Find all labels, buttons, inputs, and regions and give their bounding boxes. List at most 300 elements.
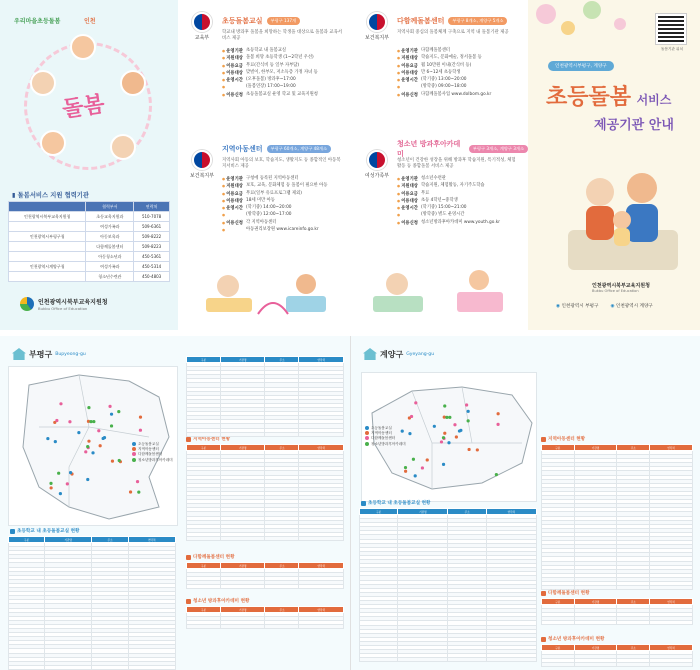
map-pin-icon[interactable] [448,416,451,419]
legend-label: 지역아동센터 [138,447,159,452]
partner-logos [556,303,653,309]
detail-row [397,212,521,219]
data-table [8,536,176,670]
detail-key [222,212,246,219]
table-cell: 인천광역시북부교육지원청 [9,212,86,222]
map-pin-icon[interactable] [445,416,448,419]
col-header: 구분 [360,509,398,515]
detail-value: 돌봄 희망 초등학생 (1~2학년 우선) [246,55,314,61]
legend-item [132,458,173,463]
detail-row [222,55,346,62]
brand-logo-text: 우리마을초등돌봄 [14,18,61,25]
detail-value: (돌봄연장) 17:00~19:00 [246,84,296,90]
child-illustration [70,34,96,60]
government-emblem-icon [192,12,212,32]
legend-label: 청소년방과후아카데미 [138,457,173,462]
district-english: Gyeyang-gu [406,351,435,357]
brand-logo-text-2: 인천 [84,18,96,25]
legend-label: 다함께돌봄센터 [138,452,163,457]
detail-row [397,63,521,70]
table-cell [220,536,265,540]
detail-key: ● 이용대상 [397,198,421,205]
legend-label: 다함께돌봄센터 [371,436,396,441]
table-cell [398,658,448,662]
table-title [541,590,590,596]
col-header: 주소 [448,509,486,515]
service-title: 초등돌봄교실 [222,16,263,25]
detail-key: ● 이용대상 [222,70,246,77]
col-header: 연락처 [299,563,344,569]
map-pin-icon[interactable] [136,480,139,483]
map-pin-icon[interactable] [111,460,114,463]
detail-value: 초등 4학년~중학생 [421,197,458,203]
detail-value: (학기중) 15:00~21:00 [421,205,467,211]
service-detail-list [222,176,346,234]
table-cell [650,663,693,667]
col-header: 구분 [187,445,221,451]
partner-gyeyang: ◉ 인천광역시 계양구 [610,303,652,309]
map-pin-icon[interactable] [68,420,71,423]
table-row [187,625,344,629]
detail-value: 만 6~12세 초등학생 [421,69,461,75]
map-pin-icon[interactable] [86,478,89,481]
detail-value: 맞벌이, 한부모, 저소득층 가정 자녀 등 [246,69,318,75]
district-name: 부평구 [29,349,53,359]
table-cell [265,536,299,540]
map-pin-icon[interactable] [496,423,499,426]
panel-cover [528,0,700,330]
bullet-icon [541,637,546,642]
table-cell [9,242,86,252]
map-pin-icon[interactable] [495,473,498,476]
data-table [359,508,537,662]
detail-row [222,63,346,70]
table-cell [220,585,265,589]
table-cell [299,536,344,540]
table-title-text: 다함께돌봄센터 현황 [193,555,235,560]
detail-key: ● 이용신청 [397,220,421,227]
cover-office [592,282,650,293]
detail-value: 무료(일부 유료프로그램 제외) [246,190,302,196]
table-row [542,663,693,667]
col-header: 연락처 [486,509,536,515]
table-row [187,536,344,540]
detail-row [222,191,346,198]
map-pin-icon[interactable] [467,410,470,413]
table-row [187,432,344,436]
col-header: 연락처 [299,357,344,363]
detail-value: 보호, 교육, 문화체험 등 돌봄이 필요한 아동 [246,183,328,189]
table-cell: 509-8223 [134,242,170,252]
map-pin-icon[interactable] [118,459,121,462]
legend-dot-icon [132,458,136,462]
table-cell: 인천광역시부평구청 [9,232,86,242]
service-description: 지역사회 아동의 보호, 학습지도, 생활지도 등 종합적인 아동복지서비스 제공 [222,158,341,170]
detail-row [397,220,521,227]
table-cell: 509-8222 [134,232,170,242]
detail-key [222,84,246,91]
table-cell [299,585,344,589]
family-illustration [568,160,678,270]
col-header: 주소 [617,645,650,651]
map-pin-icon[interactable] [108,405,111,408]
map-pin-icon[interactable] [59,402,62,405]
col-header: 기관명 [574,645,617,651]
table-title-text: 지역아동센터 현황 [193,437,231,442]
table-title-text: 다함께돌봄센터 현황 [548,591,590,596]
col-header: 연락처 [650,645,693,651]
data-table [186,562,344,589]
col-header: 주소 [265,607,299,613]
service-description: 청소년이 건강한 성장을 위해 방과후 학습지원, 특기적성, 체험활동 등 종합돌봄 서비스 제공 [397,158,516,170]
panel-partners [0,0,178,330]
partner-bupyeong: ◉ 인천광역시 부평구 [556,303,598,309]
education-office-logo-icon [20,297,34,311]
ministry-name: 교육부 [194,35,210,41]
district-header [12,348,86,360]
table-title [186,554,235,560]
service-header [222,142,331,155]
table-row [9,262,170,272]
table-cell [187,625,221,629]
map-pin-icon[interactable] [455,435,458,438]
col-header: 주소 [265,563,299,569]
legend-dot-icon [132,447,136,451]
table-cell: 510-7078 [134,212,170,222]
map-pin-icon[interactable] [59,492,62,495]
table-title [186,598,249,604]
table-cell: 초등교육지원과 [86,212,134,222]
district-header [363,348,434,360]
table-row [9,222,170,232]
brochure-back [0,336,700,670]
map-pin-icon[interactable] [97,429,100,432]
map-pin-icon[interactable] [110,413,113,416]
data-table [541,444,693,590]
table-cell: 450-4803 [134,272,170,282]
table-cell [187,432,221,436]
map-pin-icon[interactable] [426,458,429,461]
service-description: 지역사회 중심의 돌봄체계 구축으로 지역 내 돌봄기관 제공 [397,30,509,35]
map-pin-icon[interactable] [414,401,417,404]
map-pin-icon[interactable] [447,441,450,444]
house-icon [12,348,26,360]
map-pin-icon[interactable] [69,471,72,474]
table-row [542,621,693,625]
cover-office-name: 인천광역시북부교육지원청 [592,283,650,289]
table-cell [542,663,575,667]
table-title [186,436,230,442]
bupyeong-section [0,336,350,670]
map-pin-icon[interactable] [476,448,479,451]
detail-key: ● 이용신청 [397,92,421,99]
child-illustration [110,134,136,160]
detail-value: 각 지역아동센터 [246,219,277,225]
detail-key: ● 지원대상 [222,55,246,62]
service-header [222,14,300,27]
table-cell [360,658,398,662]
detail-key: ● 운영기관 [397,48,421,55]
col-header: 기관명 [220,357,265,363]
col-header: 구분 [542,445,575,451]
detail-value: 월 10만원 이내(간식비 등) [421,62,472,68]
office-name: 인천광역시북부교육지원청 [38,299,108,306]
map-pin-icon[interactable] [103,436,106,439]
detail-key [397,84,421,91]
cover-office-english: Bukbu Office of Education [592,289,639,293]
service-title: 청소년 방과후아카데미 [397,139,461,158]
detail-key: ● 지원대상 [222,183,246,190]
table-cell [220,625,265,629]
ministry-badge [359,12,395,41]
detail-row [222,92,346,99]
table-cell: 450-5314 [134,262,170,272]
detail-value: 초등돌봄교실 운영 학교 및 교육지원청 [246,91,318,97]
table-cell: 청소년수련관 [86,272,134,282]
map-pin-icon[interactable] [55,419,58,422]
table-cell [187,585,221,589]
data-table [186,444,344,541]
table-cell [265,432,299,436]
detail-key: ● 지원대상 [397,183,421,190]
table-cell [650,586,693,590]
map-pin-icon[interactable] [99,444,102,447]
map-pin-icon[interactable] [139,429,142,432]
office-footer [20,297,108,311]
detail-value: 학습지원, 체험활동, 자기주도학습 [421,183,485,189]
partners-table-title: ▮ 돌봄서비스 지원 협력기관 [12,190,89,199]
table-row [9,232,170,242]
table-cell: 다함께돌봄센터 [86,242,134,252]
legend-dot-icon [365,436,369,440]
map-pin-icon[interactable] [443,432,446,435]
detail-row [222,183,346,190]
detail-row [222,84,346,91]
detail-value: 청소년방과후아카데미 www.youth.go.kr [421,219,500,225]
legend-label: 초등돌봄교실 [371,426,392,430]
bullet-icon [186,437,191,442]
map-pin-icon[interactable] [86,445,89,448]
detail-key: ● 운영기관 [222,176,246,183]
ring-title: 돌봄 [60,92,107,123]
table-cell [617,586,650,590]
col-header: 구분 [187,357,221,363]
detail-key: ● 지원대상 [397,55,421,62]
col-header: 기관명 [220,563,265,569]
col-header: 구분 [187,607,221,613]
map-pin-icon[interactable] [137,491,140,494]
map-pin-icon[interactable] [77,431,80,434]
cover-title-main: 초등돌봄 [546,85,632,110]
map-pin-icon[interactable] [87,406,90,409]
service-detail-list [222,48,346,99]
table-title [361,500,431,506]
table-cell [299,625,344,629]
map-pin-icon[interactable] [54,440,57,443]
map-pin-icon[interactable] [110,424,113,427]
map-pin-icon[interactable] [46,437,49,440]
detail-key [397,212,421,219]
table-cell [542,621,575,625]
map-pin-icon[interactable] [408,432,411,435]
map-pin-icon[interactable] [84,450,87,453]
child-illustration [120,70,146,96]
detail-row [397,183,521,190]
ministry-badge [359,150,395,179]
map-pin-icon[interactable] [442,436,445,439]
map-pin-icon[interactable] [443,404,446,407]
government-emblem-icon [192,150,212,170]
table-cell: 여성가족과 [86,262,134,272]
detail-value: 학습지도, 문화예술, 정서돌봄 등 [421,55,482,61]
map-pin-icon[interactable] [467,419,470,422]
data-table [541,644,693,667]
detail-key: ● 운영시간 [397,77,421,84]
map-pin-icon[interactable] [414,474,417,477]
map-pin-icon[interactable] [129,490,132,493]
table-row [9,212,170,222]
detail-key: ● 운영기관 [397,176,421,183]
detail-value: (방학중) 12:00~17:00 [246,212,292,218]
panel-services-b [353,0,528,330]
table-cell: 아동청소년과 [86,252,134,262]
service-count: 부평구 137개 [267,17,301,25]
map-pin-icon[interactable] [459,429,462,432]
brochure-front [0,0,700,330]
map-pin-icon[interactable] [89,420,92,423]
map-pin-icon[interactable] [497,412,500,415]
map-pin-icon[interactable] [410,415,413,418]
table-cell [9,272,86,282]
map-pin-icon[interactable] [404,470,407,473]
detail-row [222,212,346,219]
table-cell [574,621,617,625]
map-pin-icon[interactable] [442,463,445,466]
detail-value: 다함께돌봄사업 www.dolbom.go.kr [421,91,492,97]
house-icon [363,348,377,360]
table-cell [9,252,86,262]
ministry-badge [184,12,220,41]
bullet-icon [186,555,191,560]
legend-dot-icon [365,442,369,446]
service-header [397,14,507,27]
qr-label: 돌봄기관 위치 [661,47,683,51]
map-pin-icon[interactable] [468,448,471,451]
data-table [186,356,344,437]
col-header: 연락처 [650,599,693,605]
detail-key: ● 운영기관 [222,48,246,55]
map-pin-icon[interactable] [139,416,142,419]
service-count: 부평구 8개소, 계양구 5개소 [448,17,507,25]
government-emblem-icon [367,12,387,32]
legend-item [365,442,406,447]
detail-value: 아동권리보장원 www.icareinfo.go.kr [246,227,319,233]
data-table [541,598,693,625]
table-title [541,636,604,642]
qr-code[interactable] [656,14,686,44]
table-cell [486,658,536,662]
detail-value: (방학중) 별도 운영시간 [421,212,465,218]
gyeyang-section [350,336,700,670]
service-header [397,139,528,158]
child-illustration [40,130,66,156]
service-detail-list [397,176,521,227]
col-header [9,202,86,212]
col-header: 기관명 [574,599,617,605]
map-pin-icon[interactable] [412,458,415,461]
cover-title [546,80,671,111]
col-header: 구분 [542,645,575,651]
legend-dot-icon [365,431,369,435]
map-pin-icon[interactable] [92,420,95,423]
table-cell [299,432,344,436]
table-cell [650,621,693,625]
cover-title-service: 서비스 [636,93,672,107]
detail-key: ● 이용신청 [222,220,246,227]
col-header: 주소 [265,445,299,451]
table-title [541,436,585,442]
detail-key: ● 이용대상 [397,70,421,77]
map-pin-icon[interactable] [117,410,120,413]
detail-value: 다함께돌봄센터 [421,48,451,53]
detail-key: ● 이용요금 [397,191,421,198]
col-header: 주소 [617,445,650,451]
table-cell [574,663,617,667]
legend-label: 지역아동센터 [371,431,392,436]
detail-key: ● 운영시간 [397,205,421,212]
legend-dot-icon [132,452,136,456]
table-cell: 여성가족과 [86,222,134,232]
office-english: Bukbu Office of Education [38,306,88,311]
detail-row [397,84,521,91]
map-pin-icon[interactable] [404,466,407,469]
detail-row [397,191,521,198]
table-row [9,252,170,262]
cover-subtitle: 제공기관 안내 [594,118,674,133]
map-pin-icon[interactable] [433,425,436,428]
table-row [187,585,344,589]
legend-label: 청소년방과후아카데미 [371,441,406,446]
map-pin-icon[interactable] [453,423,456,426]
map-pin-icon[interactable] [57,472,60,475]
map-pin-icon[interactable] [421,466,424,469]
table-cell: 인천광역시계양구청 [9,262,86,272]
map-pin-icon[interactable] [49,482,52,485]
map-pin-icon[interactable] [465,403,468,406]
table-title [10,528,80,534]
table-title-text: 지역아동센터 현황 [548,437,586,442]
map-pin-icon[interactable] [50,486,53,489]
service-detail-list [397,48,521,99]
detail-key: ● 이용요금 [222,191,246,198]
table-cell [265,625,299,629]
district-name: 계양구 [380,349,404,359]
detail-value: (방학중) 09:00~18:00 [421,84,467,90]
map-pin-icon[interactable] [87,440,90,443]
col-header: 기관명 [220,445,265,451]
col-header: 연락처 [299,445,344,451]
table-title-text: 청소년 방과후아카데미 현황 [193,599,250,604]
map-pin-icon[interactable] [91,451,94,454]
table-title-text: 초등학교 내 초등돌봄교실 현황 [368,501,431,506]
table-cell [448,658,486,662]
legend-dot-icon [132,442,136,446]
detail-value: 청소년수련관 [421,176,446,181]
map-pin-icon[interactable] [440,440,443,443]
map-pin-icon[interactable] [66,482,69,485]
detail-value: 무료 [421,190,430,196]
study-kids-illustration [363,262,513,322]
